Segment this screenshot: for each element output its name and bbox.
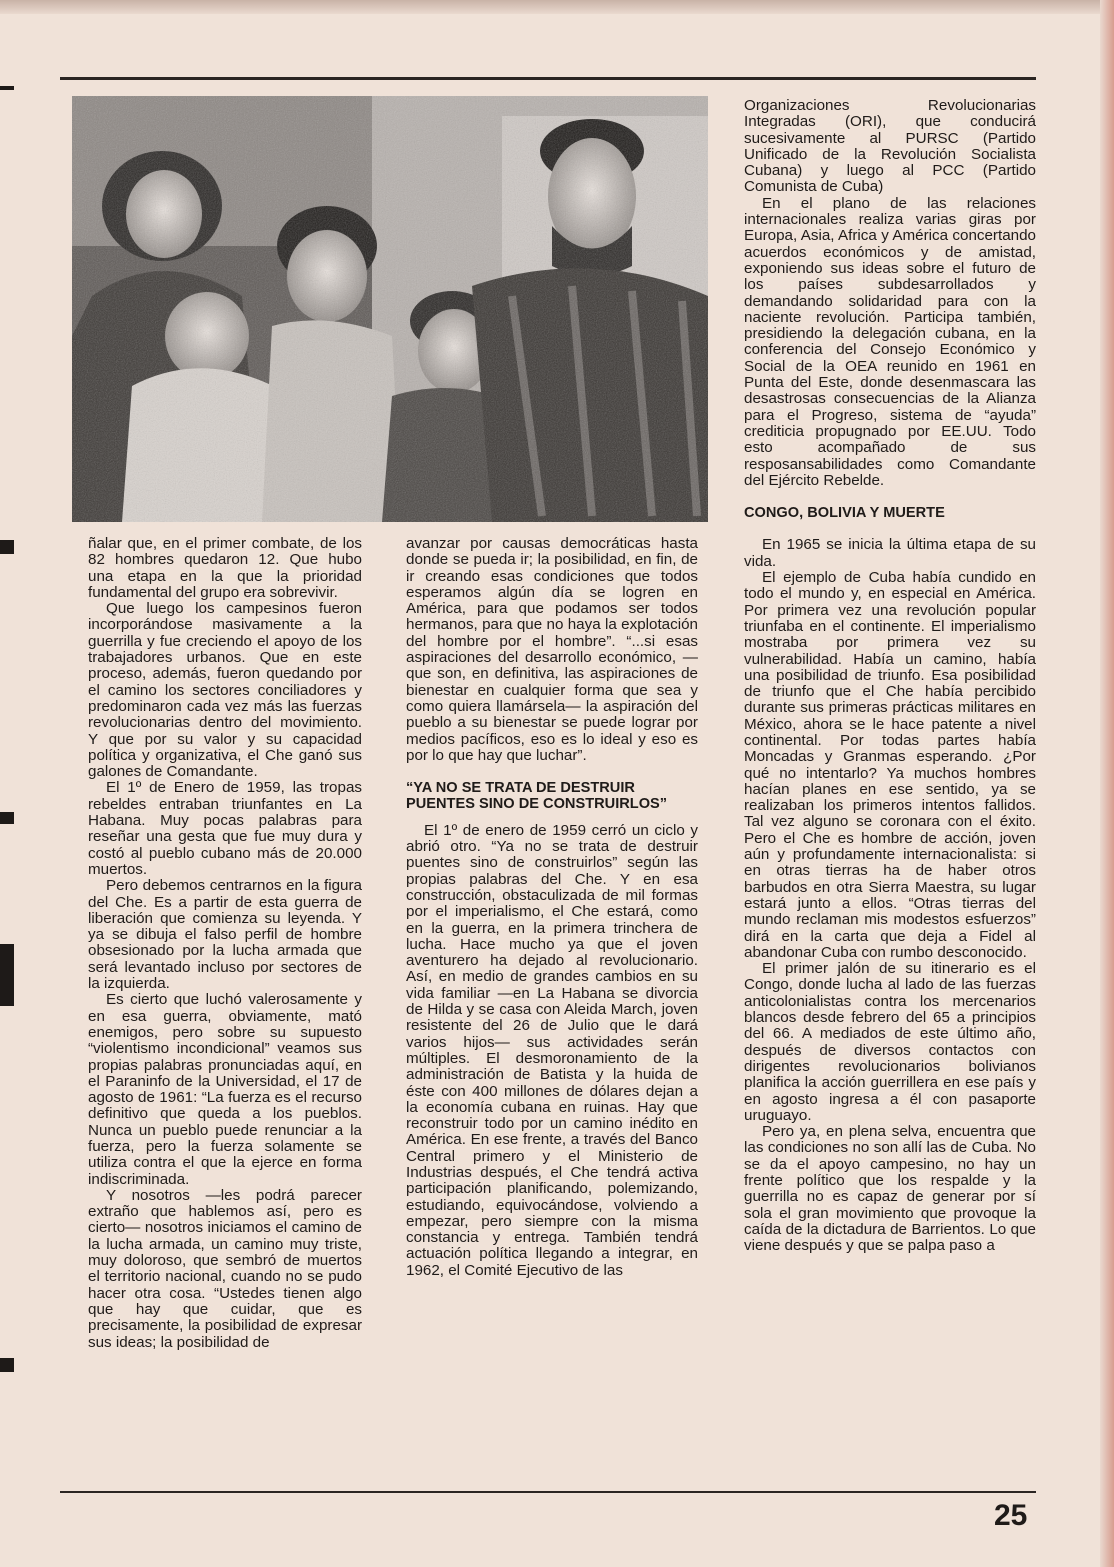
paragraph: ñalar que, en el primer combate, de los 82 hombres quedaron 12. Que hubo una etapa en la que la prioridad fundamental del grupo era sobrevivir. [88, 535, 362, 601]
binding-mark [0, 86, 14, 90]
section-heading: CONGO, BOLIVIA Y MUERTE [744, 505, 945, 522]
paragraph: El ejemplo de Cuba había cundido en todo el mundo y, en especial en América. Por primera vez una revolución popular triunfaba en el continente. El imperialismo mostraba por primera vez su vulnerabilidad. Había un camino, había una posibilidad de triunfo. Esa posibilidad de triunfo que el Che había percibido durante sus primeras prácticas militares en México, ahora se le hace patente a nivel continental. Por todas partes había Moncadas y Granmas esperando. ¿Por qué no intentarlo? Ya muchos hombres hacían planes en ese sentido, ya se realizaban los primeros intentos fallidos. Tal vez alguno se coronara con el éxito. Pero el Che es hombre de acción, joven aún y profundamente internacionalista: si en otras tierras ha de haber otros barbudos en otra Sierra Maestra, su lugar estará junto a ellos. “Otras tierras del mundo reclaman mis modestos esfuerzos” dirá en la carta que deja a Fidel al abandonar Cuba con rumbo desconocido. [744, 569, 1036, 961]
page-number: 25 [994, 1499, 1028, 1532]
paragraph: Y nosotros —les podrá parecer extraño que hablemos así, pero es cierto— nosotros iniciamos el camino de la lucha armada, un camino muy triste, muy doloroso, que sembró de muertos el territorio nacional, cuando no se pudo hacer otra cosa. “Ustedes tienen algo que hay que cuidar, que es precisamente, la posibilidad de expresar sus ideas; la posibilidad de [88, 1186, 362, 1351]
binding-mark [0, 540, 14, 554]
paragraph: El 1º de Enero de 1959, las tropas rebeldes entraban triunfantes en La Habana. Muy pocas palabras para reseñar una gesta que fue muy dura y costó al pueblo cubano más de 20.000 muertos. [88, 779, 362, 878]
paragraph: Es cierto que luchó valerosamente y en esa guerra, obviamente, mató enemigos, pero sobre su supuesto “violentismo incondicional” veamos sus propias palabras pronunciadas aquí, en el Paraninfo de la Universidad, el 17 de agosto de 1961: “La fuerza es el recurso definitivo que queda a los pueblos. Nunca un pueblo puede renunciar a la fuerza, pero la fuerza solamente se utiliza contra el que la ejerce en forma indiscriminada. [88, 991, 362, 1188]
bottom-rule [60, 1491, 1036, 1493]
page-right-edge [1100, 0, 1114, 1567]
page-top-edge [0, 0, 1114, 14]
paragraph: Pero debemos centrarnos en la figura del Che. Es a partir de esta guerra de liberación que comienza su leyenda. Y ya se dibuja el falso perfil de hombre obsesionado por la lucha armada que será levantado incluso por sectores de la izquierda. [88, 877, 362, 993]
section-heading: “YA NO SE TRATA DE DESTRUIR PUENTES SINO DE CONSTRUIRLOS” [406, 780, 668, 813]
paragraph: El 1º de enero de 1959 cerró un ciclo y abrió otro. “Ya no se trata de destruir puentes sino de construirlos” según las propias palabras del Che. Y en esa construcción, obstaculizada de mil formas por el imperialismo, el Che estará, como en la guerra, en la primera trinchera de lucha. Hace mucho ya que el joven aventurero ha dejado al revolucionario. Así, en medio de grandes cambios en su vida familiar —en La Habana se divorcia de Hilda y se casa con Aleida March, joven resistente del 26 de Julio que le dará varios hijos— sus actividades serán múltiples. El desmoronamiento de la administración de Batista y la huida de éste con 400 millones de dólares dejan a la economía cubana en ruinas. Hay que reconstruir todo por un camino inédito en América. En ese frente, a través del Banco Central primero y el Ministerio de Industrias después, el Che tendrá activa participación planificando, polemizando, estudiando, equivocándose, volviendo a empezar, pero siempre con la misma constancia y entrega. También tendrá actuación política llegando a integrar, en 1962, el Comité Ejecutivo de las [406, 821, 698, 1279]
binding-mark [0, 1358, 14, 1372]
column-1 [88, 536, 362, 1351]
binding-mark [0, 812, 14, 824]
paragraph: Que luego los campesinos fueron incorporándose masivamente a la guerrilla y fue creciendo el apoyo de los trabajadores urbanos. Que en este proceso, además, fueron quedando por el camino los sectores conciliadores y predominaron cada vez más las fuerzas revolucionarias dentro del movimiento. Y que por su valor y su capacidad política y organizativa, el Che ganó sus galones de Comandante. [88, 600, 362, 781]
paragraph: En el plano de las relaciones internacionales realiza varias giras por Europa, Asia, Africa y América concertando acuerdos económicos y de amistad, exponiendo sus ideas sobre el futuro de los países subdesarrollados y demandando solidaridad para con la naciente revolución. Participa también, presidiendo la delegación cubana, en la conferencia del Consejo Económico y Social de la OEA reunido en 1961 en Punta del Este, donde desenmascara las desastrosas consecuencias de la Alianza para el Progreso, sistema de “ayuda” crediticia propugnado por EE.UU. Todo esto acompañado de sus resposansabilidades como Comandante del Ejército Rebelde. [744, 194, 1036, 489]
family-photo [72, 96, 708, 522]
paragraph: El primer jalón de su itinerario es el Congo, donde lucha al lado de las fuerzas anticolonialistas contra los mercenarios blancos desde febrero del 65 a principios del 66. A mediados de este último año, después de diversos contactos con dirigentes revolucionarios bolivianos planifica la acción guerrillera en ese país y en agosto ingresa a él con pasaporte uruguayo. [744, 960, 1036, 1124]
top-rule [60, 77, 1036, 80]
paragraph: Pero ya, en plena selva, encuentra que las condiciones no son allí las de Cuba. No se da el apoyo campesino, no hay un frente político que los respalde y la guerrilla no es capaz de generar por sí sola el gran movimiento que provoque la caída de la dictadura de Barrientos. Lo que viene después y que se palpa paso a [744, 1123, 1036, 1255]
binding-mark [0, 944, 14, 1006]
column-3 [744, 98, 1036, 1254]
paragraph: Organizaciones Revolucionarias Integradas (ORI), que conducirá sucesivamente al PURSC (Partido Unificado de la Revolución Socialista Cubana) y luego al PCC (Partido Comunista de Cuba) [744, 97, 1036, 196]
paragraph: avanzar por causas democráticas hasta donde se pueda ir; la posibilidad, en fin, de ir creando esas condiciones que todos esperamos algún día se logren en América, para que podamos ser todos hermanos, para que no haya la explotación del hombre por el hombre”. “...si esas aspiraciones del desarrollo económico, —que son, en definitiva, las aspiraciones de bienestar en cualquier forma que sea y como quiera llamársela— la aspiración del pueblo a su bienestar se puede lograr por medios pacíficos, eso es lo ideal y eso es por lo que hay que luchar”. [406, 535, 698, 764]
column-2 [406, 536, 698, 1279]
paragraph: En 1965 se inicia la última etapa de su vida. [744, 536, 1036, 570]
family-photo-image [72, 96, 708, 522]
